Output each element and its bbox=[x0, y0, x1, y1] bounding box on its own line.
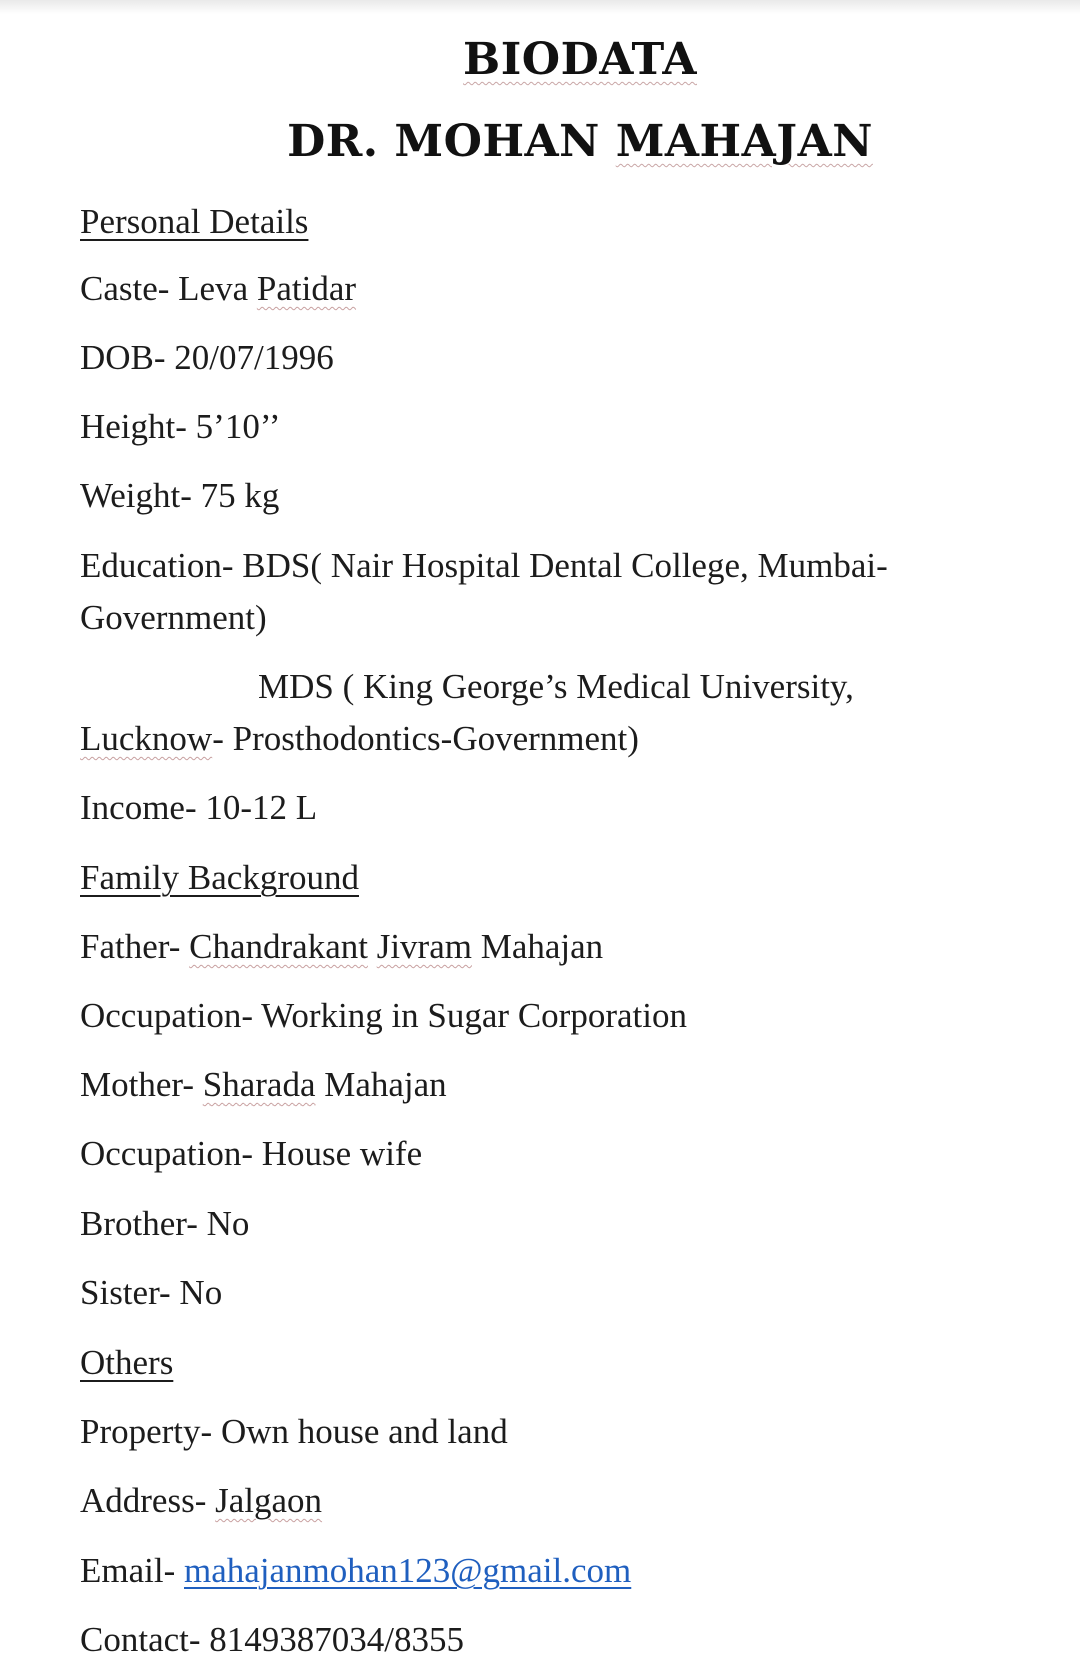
caste-value: Patidar bbox=[256, 269, 357, 308]
person-name bbox=[0, 116, 1080, 167]
education-line-2: Government) bbox=[80, 598, 267, 637]
mother-last-name: Mahajan bbox=[315, 1065, 447, 1104]
person-name-prefix: DR. MOHAN bbox=[287, 116, 616, 167]
contact-line: Contact- 8149387034/8355 bbox=[80, 1620, 464, 1659]
education-city: Lucknow bbox=[80, 719, 213, 758]
address-value: Jalgaon bbox=[215, 1481, 323, 1520]
personal-details-heading-text: Personal Details bbox=[80, 202, 309, 241]
caste-label: Caste- Leva bbox=[80, 269, 257, 308]
document-title bbox=[0, 34, 1080, 85]
property-line: Property- Own house and land bbox=[80, 1412, 508, 1451]
father-middle-name: Jivram bbox=[376, 927, 472, 966]
email-link[interactable]: mahajanmohan123@gmail.com bbox=[184, 1551, 632, 1590]
education-line-4 bbox=[80, 713, 980, 765]
person-surname: MAHAJAN bbox=[615, 116, 873, 167]
email-label: Email- bbox=[80, 1551, 184, 1590]
weight-line: Weight- 75 kg bbox=[80, 476, 280, 515]
family-background-heading bbox=[80, 852, 980, 904]
address-line bbox=[80, 1475, 980, 1527]
father-line bbox=[80, 921, 980, 973]
height-line: Height- 5’10’’ bbox=[80, 407, 281, 446]
mother-line bbox=[80, 1059, 980, 1111]
mother-label: Mother- bbox=[80, 1065, 203, 1104]
education-line-1: Education- BDS( Nair Hospital Dental College, Mumbai- bbox=[80, 546, 888, 585]
email-line bbox=[80, 1545, 980, 1597]
father-label: Father- bbox=[80, 927, 190, 966]
family-background-heading-text: Family Background bbox=[80, 858, 359, 897]
income-line: Income- 10-12 L bbox=[80, 788, 318, 827]
personal-details-heading bbox=[80, 196, 980, 248]
mother-occupation-line: Occupation- House wife bbox=[80, 1134, 423, 1173]
education-line-3: MDS ( King George’s Medical University, bbox=[258, 667, 854, 706]
dob-line: DOB- 20/07/1996 bbox=[80, 338, 334, 377]
brother-line: Brother- No bbox=[80, 1204, 250, 1243]
father-last-name: Mahajan bbox=[471, 927, 604, 966]
document-title-text: BIODATA bbox=[463, 34, 697, 85]
father-first-name: Chandrakant bbox=[189, 927, 368, 966]
address-label: Address- bbox=[80, 1481, 216, 1520]
father-occupation-line: Occupation- Working in Sugar Corporation bbox=[80, 996, 687, 1035]
education-line-4-rest: - Prosthodontics-Government) bbox=[212, 719, 639, 758]
caste-line bbox=[80, 263, 980, 315]
others-heading bbox=[80, 1337, 980, 1389]
sister-line: Sister- No bbox=[80, 1273, 223, 1312]
mother-first-name: Sharada bbox=[202, 1065, 316, 1104]
others-heading-text: Others bbox=[80, 1343, 174, 1382]
